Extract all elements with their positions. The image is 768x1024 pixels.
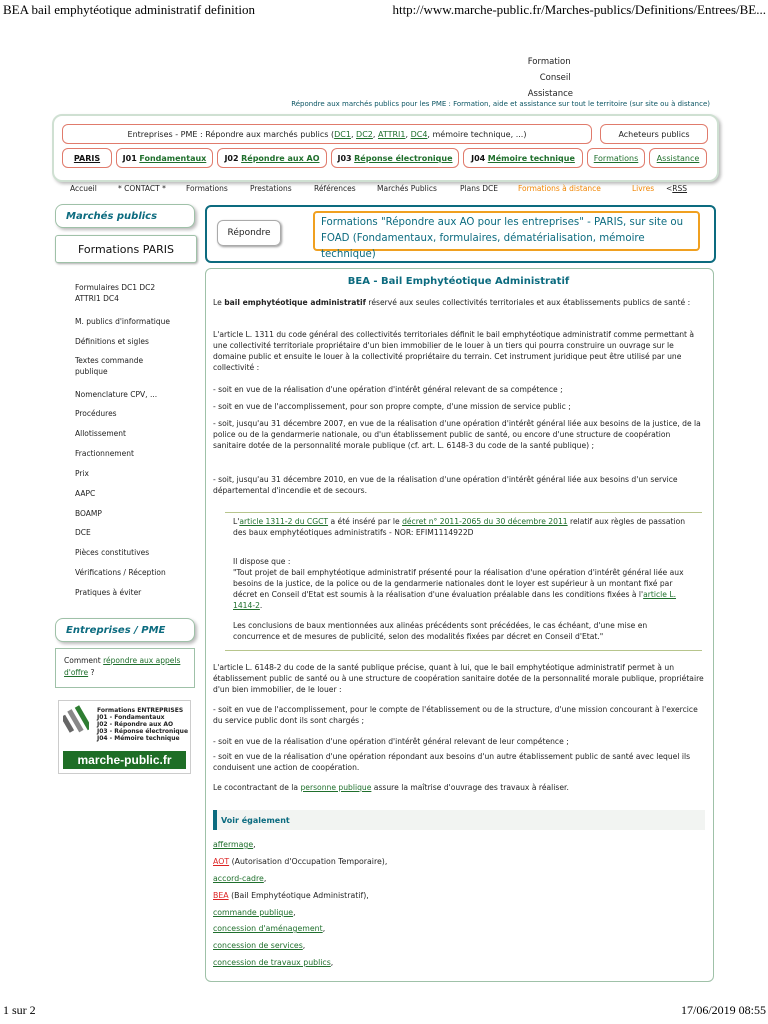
sidebar-item-formulaires[interactable]: Formulaires DC1 DC2 ATTRI1 DC4: [75, 283, 156, 303]
marches-publics-heading[interactable]: Marchés publics: [55, 204, 195, 228]
j02-code: J02: [224, 153, 239, 163]
cocontractant-pre: Le cocontractant de la: [213, 783, 301, 792]
assistance-label: Assistance: [656, 153, 700, 163]
voir-egalement-heading: Voir également: [213, 810, 705, 830]
promo-line-j02: J02 - Répondre aux AO: [97, 721, 174, 728]
intro-pre: Le: [213, 298, 225, 307]
j03-button[interactable]: [331, 148, 459, 168]
citation-intro: [233, 516, 695, 538]
see-also-link[interactable]: concession de services: [213, 941, 303, 950]
service-link-assistance[interactable]: Assistance: [527, 89, 573, 99]
sidebar-item-boamp[interactable]: BOAMP: [75, 509, 102, 518]
intro-post: réservé aux seules collectivités territoriales et aux établissements publics de santé :: [365, 298, 691, 307]
paris-button[interactable]: [62, 148, 112, 168]
article-p1: L'article L. 1311 du code général des collectivités territoriales définit le bail emphytéotique administratif comme permettant à une collectivité territoriale propriétaire d'un bien immobilier de le louer à un tiers qui pourra construire un ouvrage sur le domaine public et ensuite le louer à la collectivité propriétaire du terrain. Cet instrument juridique peut être utilisé par une collectivité :: [213, 330, 695, 372]
see-also-text: ,: [293, 908, 296, 917]
cite-mid: a été inséré par le: [328, 517, 403, 526]
quote-post: .: [259, 601, 263, 610]
sidebar-item-prix[interactable]: Prix: [75, 469, 89, 478]
cocontractant-link[interactable]: personne publique: [300, 783, 372, 792]
cite-pre: L': [233, 517, 240, 526]
cite-link-decret[interactable]: décret n° 2011-2065 du 30 décembre 2011: [402, 517, 568, 526]
promo-brand: marche-public.fr: [63, 751, 186, 769]
entreprises-suffix: , mémoire technique, ...): [427, 129, 527, 139]
quote-pre: "Tout projet de bail emphytéotique administratif présenté pour la réalisation d'une opération d'intérêt général liée aux besoins de la justice, de la police ou de la gendarmerie nationales dont le loyer est supérieur à un montant fixé par décret en Conseil d'Etat est soumis à la réalisation d'une évaluation préalable dans les conditions fixées à l': [233, 568, 684, 599]
promo-line-j03: J03 - Réponse électronique: [97, 728, 189, 735]
nav-marches-publics[interactable]: Marchés Publics: [377, 184, 437, 193]
sidebar-item-procedures[interactable]: Procédures: [75, 409, 117, 418]
service-link-conseil[interactable]: Conseil: [539, 73, 571, 83]
see-also-item: [213, 840, 256, 849]
formations-button[interactable]: [587, 148, 645, 168]
j03-code: J03: [337, 153, 352, 163]
cite-post: relatif aux règles de passation des baux emphytéotiques administratifs - NOR: EFIM1114922D: [233, 517, 686, 537]
sidebar-item-definitions[interactable]: Définitions et sigles: [75, 337, 149, 346]
j01-label: Fondamentaux: [139, 153, 207, 163]
j04-code: J04: [471, 153, 486, 163]
assistance-button[interactable]: [649, 148, 707, 168]
article-cocontractant: [213, 782, 705, 793]
article-title: BEA - Bail Emphytéotique Administratif: [347, 276, 570, 287]
promo-rest: - PARIS, sur site ou FOAD (Fondamentaux, formulaires, dématérialisation, mémoire technique): [321, 217, 684, 260]
article-c1: - soit en vue de l'accomplissement, pour le compte de l'établissement ou de la structure, d'une mission concourant à l'exercice du service public dont ils sont chargés ;: [213, 705, 698, 725]
article-intro: [213, 297, 705, 308]
see-also-link[interactable]: concession d'aménagement: [213, 924, 323, 933]
see-also-item: [213, 958, 333, 967]
see-also-item: [213, 941, 305, 950]
nav-contact[interactable]: * CONTACT *: [118, 184, 166, 193]
promo-line-j04: J04 - Mémoire technique: [97, 735, 180, 742]
cite-link-cgct[interactable]: article 1311-2 du CGCT: [239, 517, 329, 526]
repondre-box: [205, 205, 716, 263]
print-header-url: http://www.marche-public.fr/Marches-publics/Definitions/Entrees/BE...: [392, 2, 766, 17]
service-link-formation[interactable]: Formation: [527, 57, 571, 67]
see-also-item: [213, 908, 296, 917]
marche-public-logo-icon: [63, 705, 89, 735]
see-also-link[interactable]: AOT: [213, 857, 230, 866]
see-also-text: ,: [322, 924, 326, 933]
formations-ao-promo[interactable]: [313, 211, 700, 260]
link-dc1[interactable]: DC1: [334, 129, 351, 139]
sidebar-item-verifications[interactable]: Vérifications / Réception: [75, 568, 166, 577]
see-also-link[interactable]: affermage: [213, 840, 254, 849]
nav-rss-group: [666, 184, 687, 193]
print-footer-datetime: 17/06/2019 08:55: [680, 1003, 766, 1017]
j02-button[interactable]: [217, 148, 327, 168]
paris-label: PARIS: [73, 153, 101, 163]
intro-bold: bail emphytéotique administratif: [224, 298, 366, 307]
print-footer-page: 1 sur 2: [3, 1003, 36, 1017]
see-also-text: ,: [330, 958, 334, 967]
sidebar-item-pieces[interactable]: Pièces constitutives: [75, 548, 150, 557]
quote-link-article[interactable]: article L. 1414-2: [233, 590, 677, 610]
entreprises-label: Entreprises - PME : Répondre aux marchés publics (: [127, 129, 335, 139]
article-b3: - soit, jusqu'au 31 décembre 2007, en vue de la réalisation d'une opération d'intérêt général liée aux besoins de la justice, de la police ou de la gendarmerie nationale, ou d'un établissement public de santé, ou encore d'une structure de coopération sanitaire dotée de la personnalité morale publique (cf. art. L. 6148-3 du code de la santé publique) ;: [213, 419, 701, 450]
see-also-item: [213, 857, 387, 866]
article-b1: - soit en vue de la réalisation d'une opération d'intérêt général relevant de sa compétence ;: [213, 385, 563, 394]
see-also-link[interactable]: concession de travaux publics: [213, 958, 331, 967]
nav-plans-dce[interactable]: Plans DCE: [460, 184, 498, 193]
article-c3: - soit en vue de la réalisation d'une opération répondant aux besoins d'un autre établissement public de santé avec lequel ils conduisent une action de coopération.: [213, 752, 691, 772]
j02-label: Répondre aux AO: [241, 153, 320, 163]
acheteurs-publics-button[interactable]: Acheteurs publics: [600, 124, 708, 144]
see-also-text: ,: [302, 941, 306, 950]
see-also-text: ,: [253, 840, 256, 849]
link-dc4[interactable]: DC4: [410, 129, 428, 139]
see-also-text: (Bail Emphytéotique Administratif),: [228, 891, 369, 900]
sidebar-item-dce[interactable]: DCE: [75, 528, 91, 537]
article-b4: - soit, jusqu'au 31 décembre 2010, en vue de la réalisation d'une opération d'intérêt général liée aux besoins d'un service départemental d'incendie et de secours.: [213, 475, 678, 495]
link-dc2[interactable]: DC2: [356, 129, 373, 139]
j01-button[interactable]: [116, 148, 213, 168]
entreprises-pme-heading[interactable]: Entreprises / PME: [55, 618, 195, 642]
cocontractant-post: assure la maîtrise d'ouvrage des travaux à réaliser.: [371, 783, 569, 792]
comment-prefix: Comment: [64, 656, 104, 665]
see-also-item: [213, 924, 325, 933]
promo-text: [97, 707, 188, 742]
top-navigation-box: [52, 114, 719, 182]
formations-label: Formations: [593, 153, 639, 163]
sidebar-item-textes[interactable]: Textes commande publique: [75, 356, 144, 376]
sidebar-item-fractionnement[interactable]: Fractionnement: [75, 449, 134, 458]
nav-rss[interactable]: RSS: [672, 184, 688, 193]
rss-icon: <: [666, 184, 673, 193]
article-c2: - soit en vue de la réalisation d'une opération d'intérêt général relevant de leur compétence ;: [213, 737, 569, 746]
see-also-link[interactable]: BEA: [213, 891, 229, 900]
citation-dispose: Il dispose que :: [233, 557, 291, 566]
sidebar-item-pratiques[interactable]: Pratiques à éviter: [75, 588, 142, 597]
entreprises-pill: Entreprises - PME : Répondre aux marchés publics ( DC1 , DC2 , ATTRI1 , DC4 , mémoire technique, ...): [62, 124, 592, 144]
citation-quote: [233, 567, 695, 611]
nav-prestations[interactable]: Prestations: [250, 184, 292, 193]
citation-quote2: Les conclusions de baux mentionnées aux alinéas précédents sont précédées, le cas échéant, d'une mise en concurrence et de mesures de publicité, selon des modalités fixées par décret en Conseil d'Etat.": [233, 621, 648, 641]
marche-public-promo-banner[interactable]: [58, 700, 191, 774]
see-also-text: (Autorisation d'Occupation Temporaire),: [229, 857, 388, 866]
repondre-button[interactable]: Répondre: [217, 220, 281, 246]
see-also-text: ,: [263, 874, 267, 883]
sidebar-item-aapc[interactable]: AAPC: [75, 489, 96, 498]
formations-paris-button[interactable]: Formations PARIS: [55, 235, 197, 263]
main-nav: [70, 184, 708, 196]
see-also-link[interactable]: commande publique: [213, 908, 294, 917]
article-p2: L'article L. 6148-2 du code de la santé publique précise, quant à lui, que le bail emphytéotique administratif permet à un établissement public de santé ou à une structure de coopération sanitaire dotée de la personnalité morale publique, propriétaire d'un bien immobilier, de le louer :: [213, 663, 704, 694]
sidebar-item-informatique[interactable]: M. publics d'informatique: [75, 317, 170, 326]
nav-accueil[interactable]: Accueil: [70, 184, 97, 193]
j04-label: Mémoire technique: [487, 153, 575, 163]
see-also-item: [213, 891, 369, 900]
j04-button[interactable]: [463, 148, 583, 168]
comment-repondre-box: [55, 648, 195, 688]
sidebar-item-allotissement[interactable]: Allotissement: [75, 429, 126, 438]
tagline: Répondre aux marchés publics pour les PME : Formation, aide et assistance sur tout le territoire (sur site ou à distance): [291, 100, 710, 108]
comment-suffix: ?: [88, 668, 95, 677]
article-b2: - soit en vue de l'accomplissement, pour son propre compte, d'une mission de service public ;: [213, 402, 571, 411]
nav-livres[interactable]: Livres: [632, 184, 655, 193]
nav-formations-distance[interactable]: Formations à distance: [518, 184, 601, 193]
comment-link[interactable]: répondre aux appels d'offre: [64, 656, 181, 677]
j03-label: Réponse électronique: [354, 153, 453, 163]
j01-code: J01: [122, 153, 137, 163]
promo-line-title: Formations ENTREPRISES: [97, 707, 184, 714]
print-header-title: BEA bail emphytéotique administratif definition: [3, 2, 256, 17]
nav-formations[interactable]: Formations: [186, 184, 228, 193]
promo-line-j01: J01 - Fondamentaux: [97, 714, 165, 721]
service-links: [528, 54, 573, 102]
link-attri1[interactable]: ATTRI1: [377, 129, 406, 139]
sidebar-item-cpv[interactable]: Nomenclature CPV, ...: [75, 390, 158, 399]
promo-quote: Formations "Répondre aux AO pour les entreprises": [321, 217, 584, 228]
see-also-item: [213, 874, 266, 883]
nav-references[interactable]: Références: [314, 184, 356, 193]
see-also-link[interactable]: accord-cadre: [213, 874, 264, 883]
